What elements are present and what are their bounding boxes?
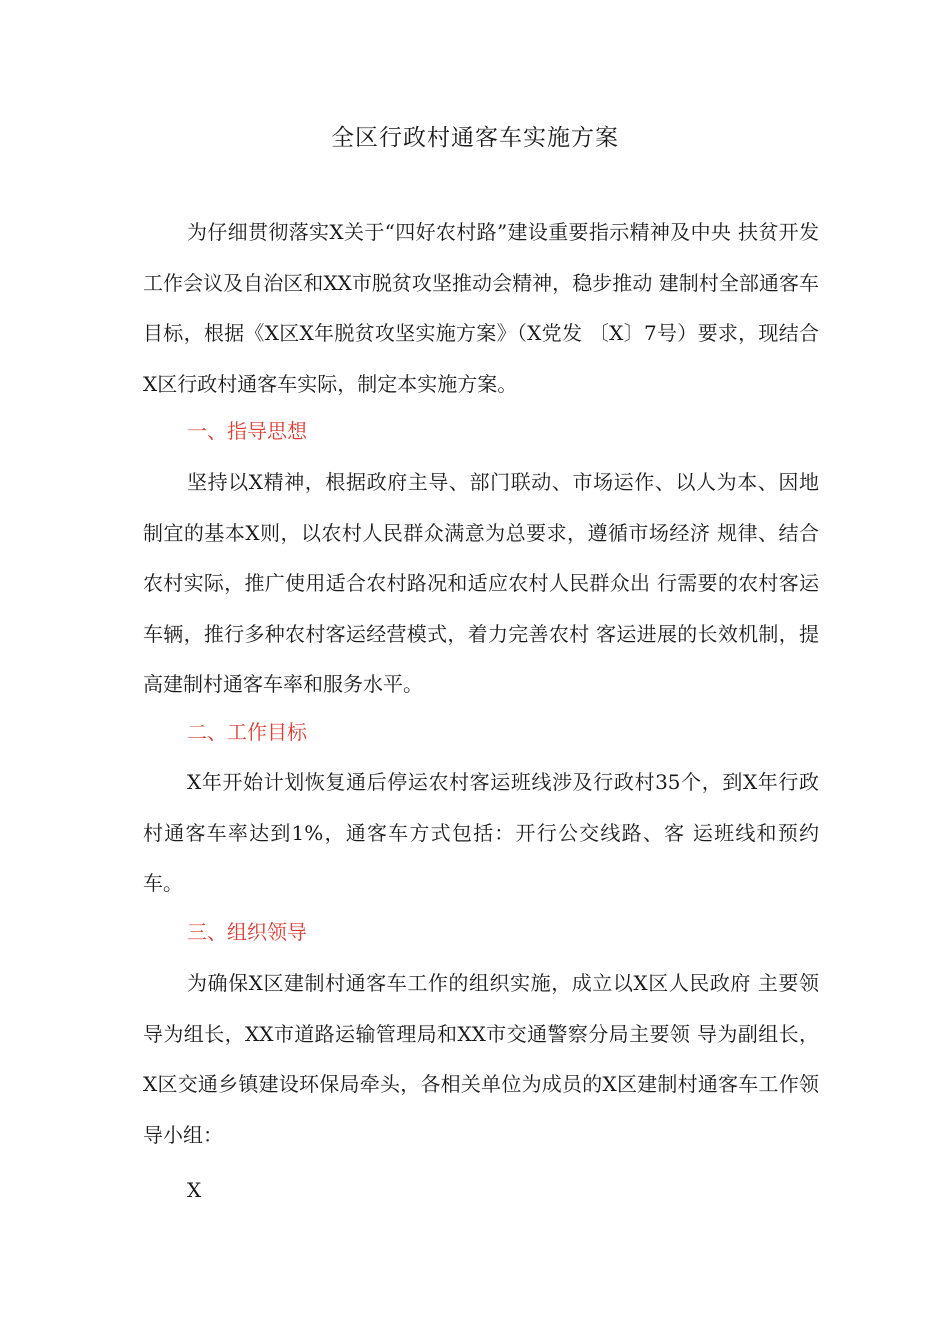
section-body-guiding-ideology: 坚持以X精神，根据政府主导、部门联动、市场运作、以人为本、因地制宜的基本X则，以农村人民群众满意为总要求，遵循市场经济 规律、结合农村实际，推广使用适合农村路况和适应农村人民群众出 行需要的农村客运车辆，推行多种农村客运经营模式，着力完善农村 客运进展的长效机制，提高建制村通客车率和服务水平。: [143, 470, 819, 696]
section-heading-work-goals: 二、工作目标: [187, 720, 307, 744]
intro-paragraph: 为仔细贯彻落实X关于“四好农村路”建设重要指示精神及中央 扶贫开发工作会议及自治区和XX市脱贫攻坚推动会精神，稳步推动 建制村全部通客车目标，根据《X区X年脱贫攻坚实施方案》（X党发 〔X〕7号）要求，现结合X区行政村通客车实际，制定本实施方案。: [143, 220, 819, 396]
section-heading-guiding-ideology: 一、指导思想: [187, 419, 307, 443]
trailing-text: X: [187, 1178, 202, 1202]
section-body-work-goals: X年开始计划恢复通后停运农村客运班线涉及行政村35个，到X年行政村通客车率达到1%，通客车方式包括：开行公交线路、客 运班线和预约车。: [143, 770, 819, 895]
section-body-organization: 为确保X区建制村通客车工作的组织实施，成立以X区人民政府 主要领导为组长，XX市道路运输管理局和XX市交通警察分局主要领 导为副组长，X区交通乡镇建设环保局牵头，各相关单位为成员的X区建制村通客车工作领导小组：: [143, 971, 819, 1147]
section-heading-organization: 三、组织领导: [187, 920, 307, 944]
document-title: 全区行政村通客车实施方案: [331, 125, 619, 151]
